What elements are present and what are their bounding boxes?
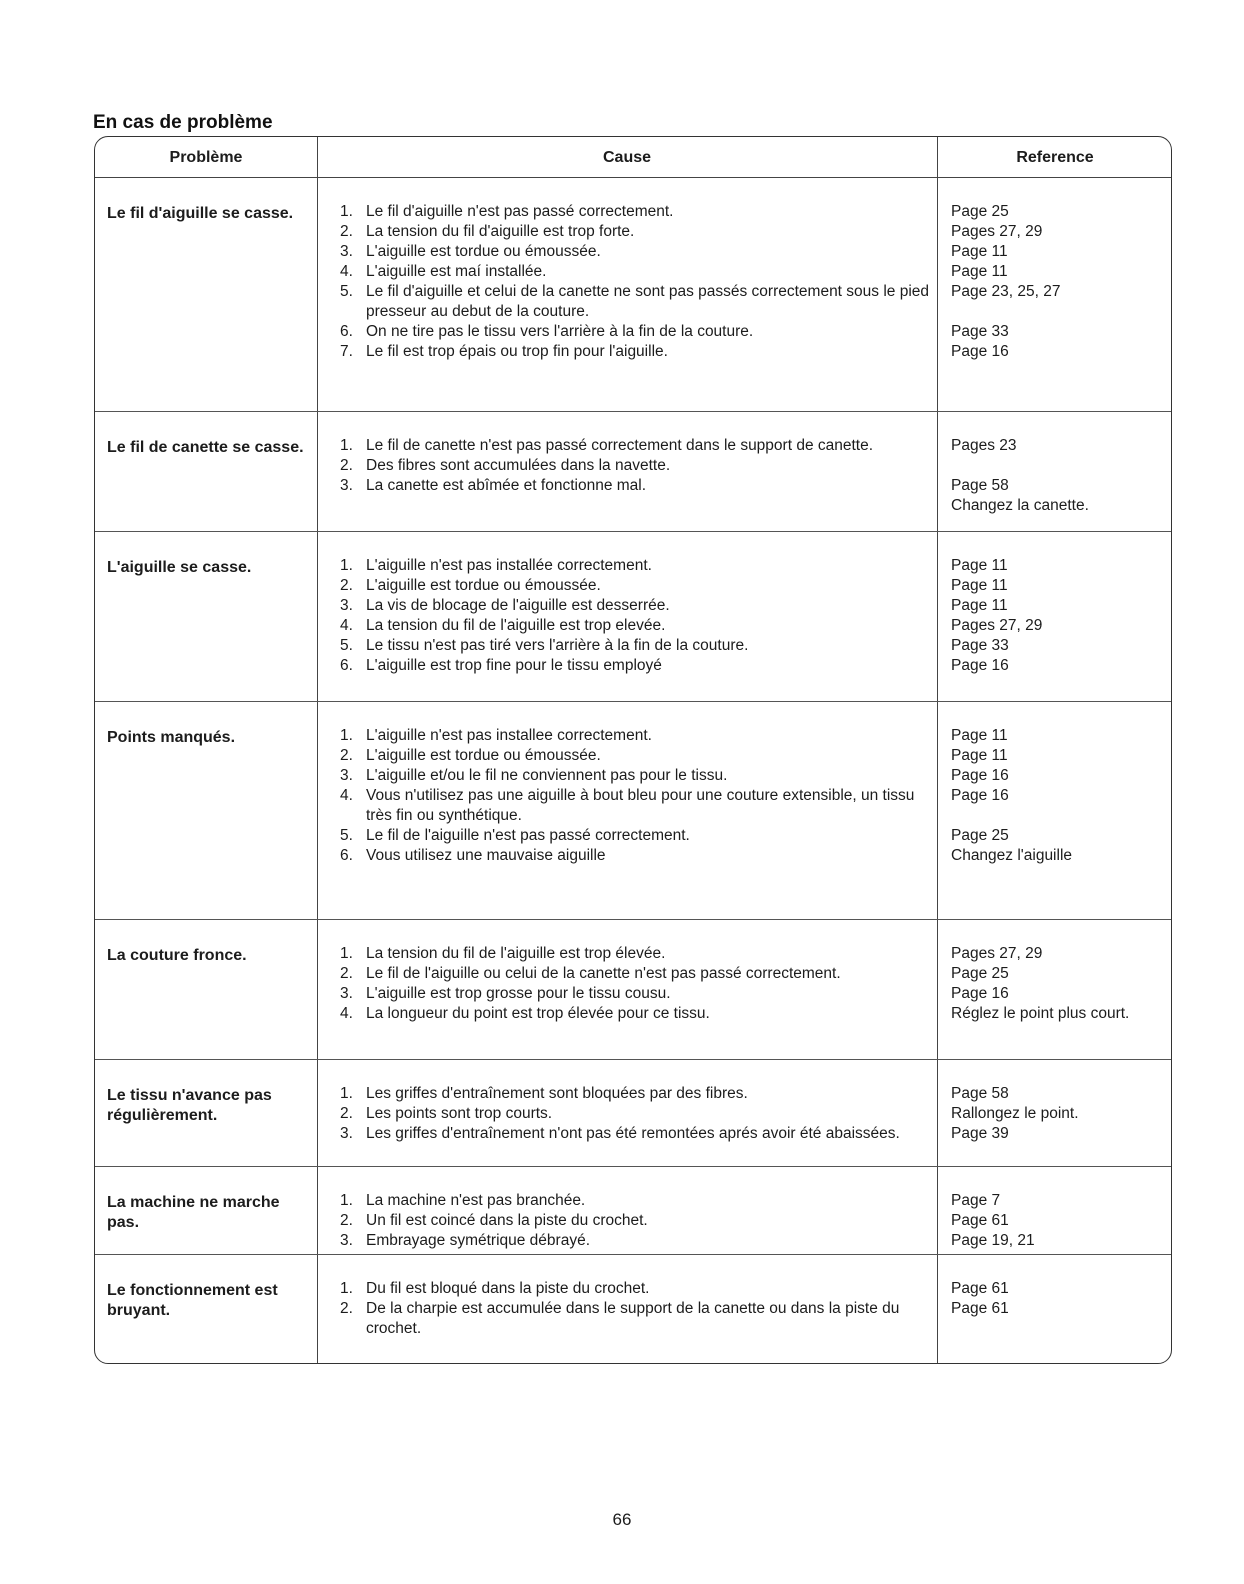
reference-item: Page 11 <box>951 263 1008 280</box>
reference-item: Page 58 <box>951 477 1009 494</box>
problem-label: Points manqués. <box>107 729 236 746</box>
problem-label: La couture fronce. <box>107 947 247 964</box>
cause-number: 2. <box>340 965 353 982</box>
cause-number: 4. <box>340 617 353 634</box>
cause-text: Embrayage symétrique débrayé. <box>366 1232 591 1249</box>
cause-number: 3. <box>340 1125 353 1142</box>
reference-item: Pages 27, 29 <box>951 223 1043 240</box>
cause-item <box>340 476 940 496</box>
problem-label: Le fil de canette se casse. <box>107 439 304 456</box>
cause-item <box>340 596 940 616</box>
cause-item <box>340 984 940 1004</box>
cause-text: La tension du fil d'aiguille est trop forte. <box>366 223 635 240</box>
cause-text: La machine n'est pas branchée. <box>366 1192 586 1209</box>
table-row <box>95 1167 1171 1255</box>
reference-item: Changez l'aiguille <box>951 847 1073 864</box>
cause-text: L'aiguille et/ou le fil ne conviennent pas pour le tissu. <box>366 767 728 784</box>
reference-item: Page 11 <box>951 597 1008 614</box>
cause-list <box>340 944 940 1024</box>
cause-item <box>340 576 940 596</box>
cause-list <box>340 1084 940 1144</box>
cause-number: 5. <box>340 283 353 300</box>
reference-item: Réglez le point plus court. <box>951 1005 1130 1022</box>
cause-item <box>340 616 940 636</box>
reference-item: Page 11 <box>951 727 1008 744</box>
cause-number: 2. <box>340 223 353 240</box>
cause-item <box>340 322 940 342</box>
cause-text: Les griffes d'entraînement sont bloquées par des fibres. <box>366 1085 748 1102</box>
reference-list <box>951 202 1166 362</box>
reference-item: Page 16 <box>951 657 1009 674</box>
cause-item <box>340 342 940 362</box>
cause-item <box>340 242 940 262</box>
cause-number: 1. <box>340 203 353 220</box>
cause-number: 1. <box>340 437 353 454</box>
cause-item <box>340 556 940 576</box>
reference-item: Page 25 <box>951 203 1009 220</box>
reference-item: Page 7 <box>951 1192 1001 1209</box>
cause-text: L'aiguille n'est pas installée correctement. <box>366 557 652 574</box>
cause-item <box>340 1084 940 1104</box>
reference-list <box>951 1279 1166 1319</box>
cause-text: L'aiguille est tordue ou émoussée. <box>366 577 601 594</box>
cause-item <box>340 726 940 746</box>
header-reference: Reference <box>1016 149 1094 166</box>
table-row <box>95 702 1171 920</box>
cause-item <box>340 1124 940 1144</box>
cause-number: 1. <box>340 727 353 744</box>
cause-number: 3. <box>340 767 353 784</box>
cause-number: 4. <box>340 787 353 804</box>
reference-list <box>951 1084 1166 1144</box>
cause-text: Du fil est bloqué dans la piste du crochet. <box>366 1280 650 1297</box>
cause-item <box>340 786 940 826</box>
cause-number: 2. <box>340 1300 353 1317</box>
cause-number: 3. <box>340 1232 353 1249</box>
header-problem: Problème <box>169 149 243 166</box>
cause-item <box>340 1299 940 1339</box>
cause-item <box>340 964 940 984</box>
cause-number: 6. <box>340 657 353 674</box>
cause-item <box>340 656 940 676</box>
reference-item: Page 16 <box>951 767 1009 784</box>
reference-item: Page 16 <box>951 985 1009 1002</box>
cause-text: La longueur du point est trop élevée pour ce tissu. <box>366 1005 710 1022</box>
cause-number: 3. <box>340 243 353 260</box>
reference-item <box>951 806 1166 826</box>
cause-item <box>340 1191 940 1211</box>
reference-list <box>951 556 1166 676</box>
cause-number: 6. <box>340 323 353 340</box>
cause-text: Un fil est coincé dans la piste du crochet. <box>366 1212 648 1229</box>
cause-item <box>340 436 940 456</box>
cause-list <box>340 1191 940 1251</box>
reference-item: Page 23, 25, 27 <box>951 283 1061 300</box>
reference-list <box>951 726 1166 866</box>
cause-item <box>340 1231 940 1251</box>
cause-number: 2. <box>340 1212 353 1229</box>
reference-item: Pages 27, 29 <box>951 945 1043 962</box>
cause-number: 2. <box>340 577 353 594</box>
cause-list <box>340 202 940 362</box>
cause-number: 2. <box>340 1105 353 1122</box>
table-row <box>95 1255 1171 1363</box>
cause-text: L'aiguille n'est pas installee correctement. <box>366 727 652 744</box>
cause-list <box>340 436 940 496</box>
cause-number: 4. <box>340 1005 353 1022</box>
reference-item: Pages 23 <box>951 437 1017 454</box>
cause-text: Le fil d'aiguille et celui de la canette ne sont pas passés correctement sous le pied presseur au debut de la couture. <box>366 283 930 320</box>
troubleshooting-table <box>94 136 1172 1364</box>
cause-text: L'aiguille est tordue ou émoussée. <box>366 243 601 260</box>
reference-item: Pages 27, 29 <box>951 617 1043 634</box>
reference-item: Changez la canette. <box>951 497 1089 514</box>
reference-item: Page 19, 21 <box>951 1232 1035 1249</box>
cause-text: Des fibres sont accumulées dans la navette. <box>366 457 671 474</box>
cause-item <box>340 636 940 656</box>
cause-item <box>340 746 940 766</box>
reference-item: Page 61 <box>951 1280 1009 1297</box>
problem-label: Le fonctionnement est bruyant. <box>107 1282 278 1319</box>
cause-text: Vous utilisez une mauvaise aiguille <box>366 847 606 864</box>
reference-item: Page 61 <box>951 1300 1009 1317</box>
cause-text: Le fil est trop épais ou trop fin pour l'aiguille. <box>366 343 668 360</box>
problem-label: L'aiguille se casse. <box>107 559 252 576</box>
reference-item <box>951 302 1166 322</box>
problem-label: La machine ne marche pas. <box>107 1194 280 1231</box>
cause-number: 4. <box>340 263 353 280</box>
cause-item <box>340 766 940 786</box>
table-row <box>95 532 1171 702</box>
cause-number: 6. <box>340 847 353 864</box>
cause-item <box>340 826 940 846</box>
reference-item: Page 11 <box>951 577 1008 594</box>
reference-item <box>951 456 1166 476</box>
table-header <box>95 137 1171 178</box>
reference-item: Page 16 <box>951 343 1009 360</box>
problem-label: Le tissu n'avance pas régulièrement. <box>107 1087 272 1124</box>
cause-item <box>340 282 940 322</box>
cause-text: La tension du fil de l'aiguille est trop elevée. <box>366 617 666 634</box>
cause-item <box>340 456 940 476</box>
table-row <box>95 178 1171 412</box>
cause-item <box>340 262 940 282</box>
page-title: En cas de problème <box>93 112 273 133</box>
cause-number: 2. <box>340 457 353 474</box>
cause-text: La vis de blocage de l'aiguille est desserrée. <box>366 597 670 614</box>
cause-text: L'aiguille est trop grosse pour le tissu cousu. <box>366 985 671 1002</box>
cause-number: 1. <box>340 1280 353 1297</box>
cause-text: Le fil de l'aiguille ou celui de la canette n'est pas passé correctement. <box>366 965 841 982</box>
cause-text: Le fil de l'aiguille n'est pas passé correctement. <box>366 827 690 844</box>
cause-number: 2. <box>340 747 353 764</box>
cause-item <box>340 222 940 242</box>
table-row <box>95 412 1171 532</box>
cause-list <box>340 1279 940 1339</box>
cause-text: De la charpie est accumulée dans le support de la canette ou dans la piste du crochet. <box>366 1300 900 1337</box>
header-cause: Cause <box>602 149 652 166</box>
cause-text: Le fil d'aiguille n'est pas passé correctement. <box>366 203 674 220</box>
cause-text: Le fil de canette n'est pas passé correctement dans le support de canette. <box>366 437 874 454</box>
cause-item <box>340 1004 940 1024</box>
cause-number: 1. <box>340 1192 353 1209</box>
cause-text: Les points sont trop courts. <box>366 1105 553 1122</box>
reference-item: Page 33 <box>951 637 1009 654</box>
table-row <box>95 920 1171 1060</box>
cause-text: L'aiguille est maí installée. <box>366 263 547 280</box>
cause-list <box>340 556 940 676</box>
cause-text: Le tissu n'est pas tiré vers l'arrière à la fin de la couture. <box>366 637 749 654</box>
cause-item <box>340 1104 940 1124</box>
reference-item: Rallongez le point. <box>951 1105 1079 1122</box>
cause-text: La tension du fil de l'aiguille est trop élevée. <box>366 945 666 962</box>
reference-item: Page 39 <box>951 1125 1009 1142</box>
cause-number: 3. <box>340 597 353 614</box>
cause-text: Vous n'utilisez pas une aiguille à bout bleu pour une couture extensible, un tissu très fin ou synthétique. <box>366 787 915 824</box>
cause-number: 7. <box>340 343 353 360</box>
cause-text: L'aiguille est trop fine pour le tissu employé <box>366 657 662 674</box>
cause-number: 5. <box>340 637 353 654</box>
cause-item <box>340 1279 940 1299</box>
cause-text: Les griffes d'entraînement n'ont pas été remontées aprés avoir été abaissées. <box>366 1125 900 1142</box>
cause-text: On ne tire pas le tissu vers l'arrière à la fin de la couture. <box>366 323 754 340</box>
reference-item: Page 33 <box>951 323 1009 340</box>
cause-number: 1. <box>340 945 353 962</box>
reference-item: Page 25 <box>951 965 1009 982</box>
cause-item <box>340 1211 940 1231</box>
page-number: 66 <box>612 1510 632 1529</box>
reference-item: Page 11 <box>951 557 1008 574</box>
reference-item: Page 61 <box>951 1212 1009 1229</box>
cause-number: 1. <box>340 1085 353 1102</box>
table-row <box>95 1060 1171 1167</box>
reference-item: Page 25 <box>951 827 1009 844</box>
cause-number: 3. <box>340 985 353 1002</box>
problem-label: Le fil d'aiguille se casse. <box>107 205 294 222</box>
cause-item <box>340 202 940 222</box>
reference-list <box>951 436 1166 516</box>
cause-text: La canette est abîmée et fonctionne mal. <box>366 477 647 494</box>
cause-number: 5. <box>340 827 353 844</box>
reference-list <box>951 944 1166 1024</box>
reference-item: Page 11 <box>951 747 1008 764</box>
cause-item <box>340 846 940 866</box>
cause-list <box>340 726 940 866</box>
reference-list <box>951 1191 1166 1251</box>
cause-number: 1. <box>340 557 353 574</box>
reference-item: Page 11 <box>951 243 1008 260</box>
cause-number: 3. <box>340 477 353 494</box>
cause-text: L'aiguille est tordue ou émoussée. <box>366 747 601 764</box>
cause-item <box>340 944 940 964</box>
reference-item: Page 16 <box>951 787 1009 804</box>
reference-item: Page 58 <box>951 1085 1009 1102</box>
